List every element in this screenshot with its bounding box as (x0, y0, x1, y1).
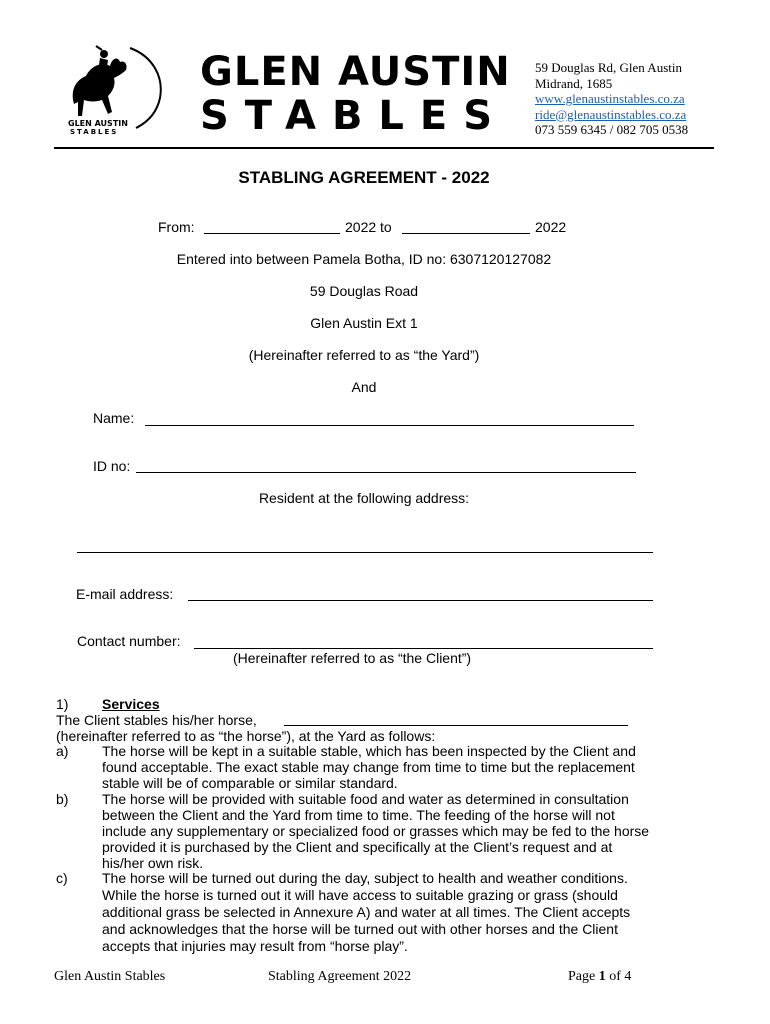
horse-name-field[interactable] (284, 725, 628, 726)
footer-document-name: Stabling Agreement 2022 (268, 969, 412, 984)
brand-title-line2: STABLES (200, 93, 509, 139)
item-c-line: additional grass be selected in Annexure A) and water at all times. The Client accepts (102, 904, 631, 920)
name-label: Name: (93, 410, 135, 426)
item-b-line: The horse will be provided with suitable food and water as determined in consultation (102, 791, 629, 807)
item-b-line: his/her own risk. (102, 855, 204, 871)
footer-page-number (568, 969, 631, 985)
yard-address-line2: Glen Austin Ext 1 (310, 315, 418, 331)
contact-field[interactable] (194, 648, 653, 649)
from-mid-label: 2022 to (345, 219, 392, 235)
header-divider (54, 147, 714, 149)
page-total: 4 (624, 969, 632, 984)
item-c-line: While the horse is turned out it will have access to suitable grazing or grass (should (102, 887, 618, 903)
address-line1: 59 Douglas Rd, Glen Austin (535, 60, 682, 75)
item-c-line: The horse will be turned out during the day, subject to health and weather conditions. (102, 870, 628, 886)
page-of: of (609, 969, 621, 984)
and-text: And (351, 379, 377, 395)
section1-line1: The Client stables his/her horse, (56, 712, 257, 728)
item-c-label: c) (56, 870, 68, 886)
email-label: E-mail address: (76, 586, 174, 602)
from-label: From: (158, 219, 195, 235)
item-a-label: a) (56, 743, 69, 759)
resident-label: Resident at the following address: (258, 490, 470, 506)
brand-title-line1: GLEN AUSTIN (200, 49, 511, 95)
logo-text-line2: STABLES (70, 128, 119, 136)
section1-number: 1) (56, 696, 69, 712)
item-b-line: between the Client and the Yard from time to time. The feeding of the horse will not (102, 807, 615, 823)
horse-rider-logo-icon (52, 42, 172, 137)
item-b-text (102, 791, 714, 871)
item-a-line: The horse will be kept in a suitable stable, which has been inspected by the Client and (102, 743, 636, 759)
from-end-label: 2022 (535, 219, 567, 235)
item-a-text (102, 743, 714, 791)
website-link[interactable]: www.glenaustinstables.co.za (535, 91, 685, 106)
yard-address-line1: 59 Douglas Road (309, 283, 419, 299)
contact-label: Contact number: (77, 633, 181, 649)
address-line2: Midrand, 1685 (535, 75, 613, 91)
item-a-line: found acceptable. The exact stable may change from time to time but the replacement (102, 759, 635, 775)
email-link[interactable]: ride@glenaustinstables.co.za (535, 106, 687, 122)
to-date-field[interactable] (402, 233, 530, 234)
document-title: STABLING AGREEMENT - 2022 (238, 168, 490, 187)
logo-text-line1: GLEN AUSTIN (68, 119, 128, 128)
id-label: ID no: (93, 458, 131, 474)
email-field[interactable] (188, 600, 653, 601)
yard-reference: (Hereinafter referred to as “the Yard”) (248, 347, 480, 363)
id-field[interactable] (136, 472, 636, 473)
item-c-text (102, 870, 714, 955)
client-reference: (Hereinafter referred to as “the Client”) (233, 650, 472, 666)
page-current: 1 (598, 969, 606, 984)
page-prefix: Page (568, 969, 596, 984)
section1-line2: (hereinafter referred to as “the horse”), at the Yard as follows: (56, 728, 436, 744)
intro-line: Entered into between Pamela Botha, ID no: 6307120127082 (176, 251, 552, 267)
phone-numbers: 073 559 6345 / 082 705 0538 (535, 122, 689, 137)
footer-company: Glen Austin Stables (54, 969, 166, 984)
company-address (535, 60, 688, 138)
item-c-line: accepts that injuries may result from “horse play”. (102, 938, 408, 954)
item-c-line: and acknowledges that the horse will be turned out with other horses and the Client (102, 921, 618, 937)
address-field[interactable] (77, 552, 653, 553)
item-b-label: b) (56, 791, 69, 807)
section1-heading: Services (102, 696, 160, 712)
from-date-field[interactable] (204, 233, 340, 234)
name-field[interactable] (145, 425, 634, 426)
item-a-line: stable will be of comparable or similar standard. (102, 775, 398, 791)
item-b-line: include any supplementary or specialized food or grasses which may be fed to the horse (102, 823, 650, 839)
item-b-line: provided it is purchased by the Client and specifically at the Client’s request and at (102, 839, 613, 855)
